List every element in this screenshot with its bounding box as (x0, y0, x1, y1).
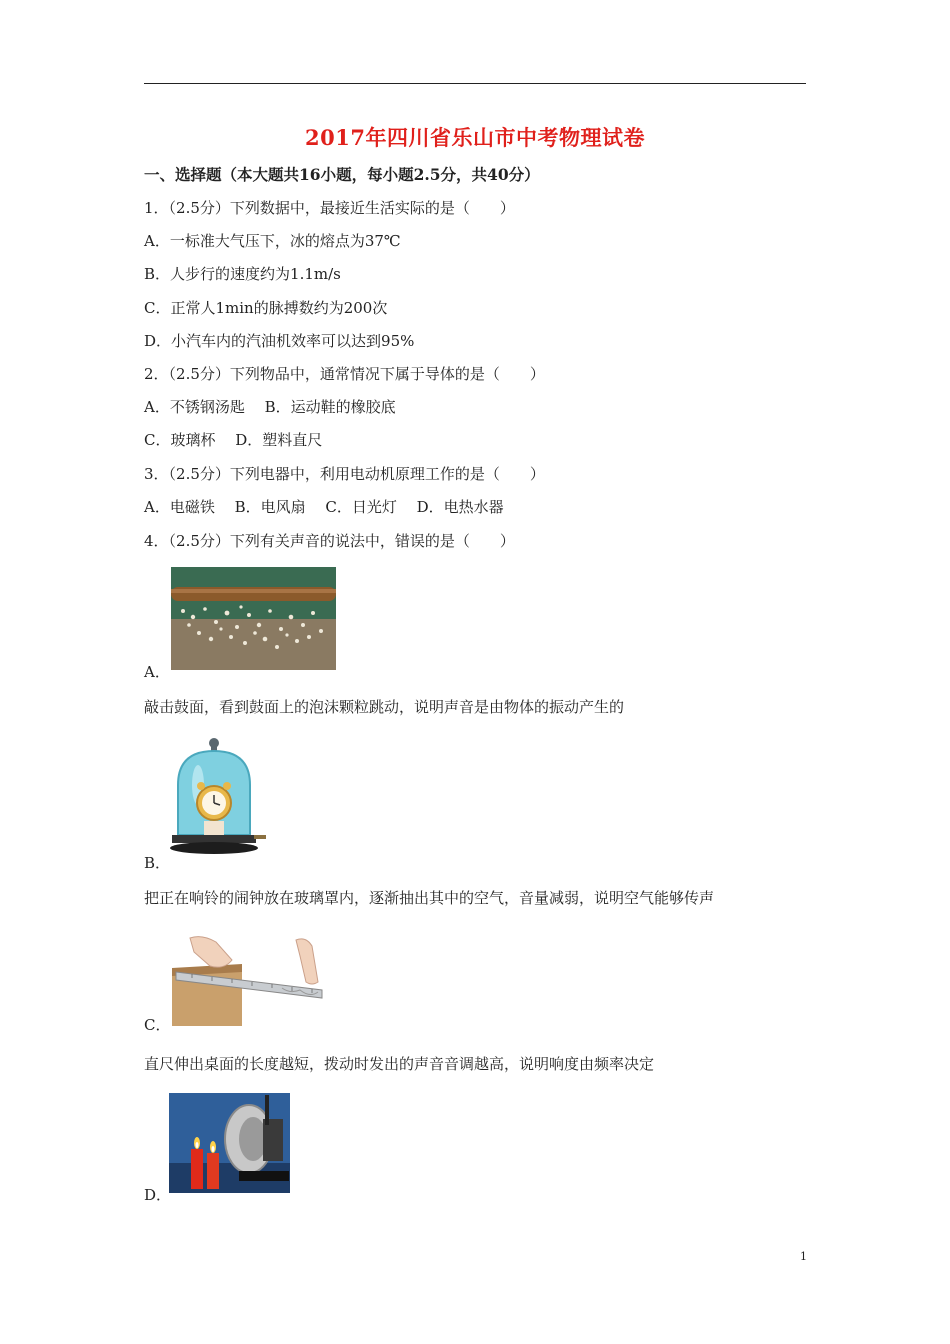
q1-option-d: D．小汽车内的汽油机效率可以达到95% (144, 332, 415, 350)
section-heading: 一、选择题（本大题共16小题，每小题2.5分，共40分） (144, 165, 540, 184)
q4-option-a-letter: A． (144, 663, 170, 681)
header-rule (144, 83, 806, 84)
candle-speaker-image (169, 1093, 290, 1193)
drum-foam-image (171, 567, 336, 670)
q4-option-c-text: 直尺伸出桌面的长度越短，拨动时发出的声音音调越高，说明响度由频率决定 (144, 1055, 655, 1073)
q1-option-b: B．人步行的速度约为1.1m/s (144, 265, 341, 283)
question-2: 2．（2.5分）下列物品中，通常情况下属于导体的是（ ） (144, 365, 545, 383)
q2-options-ab: A．不锈钢汤匙 B．运动鞋的橡胶底 (144, 398, 396, 416)
page-number: 1 (800, 1250, 807, 1263)
bell-jar-clock-image (168, 735, 270, 859)
q1-option-a: A．一标准大气压下，冰的熔点为37℃ (144, 232, 401, 250)
question-4: 4．（2.5分）下列有关声音的说法中，错误的是（ ） (144, 532, 515, 550)
q4-option-b-letter: B． (144, 854, 171, 872)
q4-option-b-text: 把正在响铃的闹钟放在玻璃罩内，逐渐抽出其中的空气，音量减弱，说明空气能够传声 (144, 889, 715, 907)
q3-options: A．电磁铁 B．电风扇 C．日光灯 D．电热水器 (144, 498, 504, 516)
q4-option-d-letter: D． (144, 1186, 172, 1204)
q2-options-cd: C．玻璃杯 D．塑料直尺 (144, 431, 323, 449)
page-title: 2017年四川省乐山市中考物理试卷 (305, 125, 645, 150)
q4-option-c-letter: C． (144, 1016, 171, 1034)
ruler-desk-image (172, 932, 329, 1026)
q4-option-a-text: 敲击鼓面，看到鼓面上的泡沫颗粒跳动，说明声音是由物体的振动产生的 (144, 698, 625, 716)
question-1: 1．（2.5分）下列数据中，最接近生活实际的是（ ） (144, 199, 515, 217)
question-3: 3．（2.5分）下列电器中，利用电动机原理工作的是（ ） (144, 465, 545, 483)
q1-option-c: C．正常人1min的脉搏数约为200次 (144, 299, 388, 317)
